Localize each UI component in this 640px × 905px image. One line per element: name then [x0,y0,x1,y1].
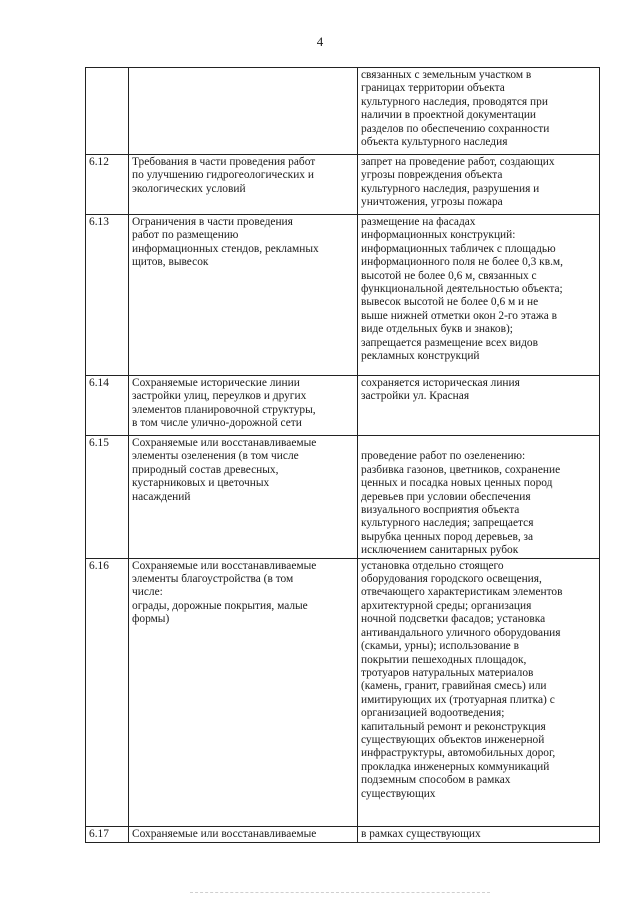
row-number: 6.12 [86,155,129,215]
table-row [86,215,600,376]
table-row [86,68,600,155]
requirement-cell: Сохраняемые или восстанавливаемые [129,826,358,842]
requirement-cell: Сохраняемые исторические линии застройки улиц, переулков и других элементов планировочной структуры, в том числе улично-дорожной сети [129,376,358,436]
row-number [86,68,129,155]
row-number: 6.14 [86,376,129,436]
requirement-cell: Сохраняемые или восстанавливаемые элементы озеленения (в том числе природный состав древесных, кустарниковых и цветочных насаждений [129,436,358,559]
table-row [86,558,600,826]
value-cell: в рамках существующих [358,826,600,842]
row-number: 6.17 [86,826,129,842]
row-number: 6.15 [86,436,129,559]
page-number: 4 [316,34,324,49]
value-cell: установка отдельно стоящего оборудования городского освещения, отвечающего характеристикам элементов архитектурной среды; организация ночной подсветки фасадов; установка антивандального уличного оборудования (скамьи, урны); использование в покрытии пешеходных площадок, тротуаров натуральных материалов (камень, гранит, гравийная смесь) или имитирующих их (тротуарная плитка) с организацией водоотведения; капитальный ремонт и реконструкция существующих объектов инженерной инфраструктуры, автомобильных дорог, прокладка инженерных коммуникаций подземным способом в рамках существующих [358,558,600,826]
table-row [86,826,600,842]
value-cell: запрет на проведение работ, создающих угрозы повреждения объекта культурного наследия, разрушения и уничтожения, угрозы пожара [358,155,600,215]
requirement-cell: Требования в части проведения работ по улучшению гидрогеологических и экологических условий [129,155,358,215]
row-number: 6.16 [86,558,129,826]
requirement-cell: Ограничения в части проведения работ по размещению информационных стендов, рекламных щитов, вывесок [129,215,358,376]
value-cell: размещение на фасадах информационных конструкций: информационных табличек с площадью информационного поля не более 0,3 кв.м, высотой не более 0,6 м, связанных с функциональной деятельностью объекта; вывесок высотой не более 0,6 м и не выше нижней отметки окон 2-го этажа в виде отдельных букв и знаков); запрещается размещение всех видов рекламных конструкций [358,215,600,376]
value-cell: сохраняется историческая линия застройки ул. Красная [358,376,600,436]
table-row [86,155,600,215]
scan-artifact-line [190,892,490,894]
table-row [86,376,600,436]
row-number: 6.13 [86,215,129,376]
value-cell: проведение работ по озеленению: разбивка газонов, цветников, сохранение ценных и посадка новых ценных пород деревьев при условии обеспечения визуального восприятия объекта культурного наследия; запрещается вырубка ценных пород деревьев, за исключением санитарных рубок [358,436,600,559]
requirement-cell [129,68,358,155]
requirement-cell: Сохраняемые или восстанавливаемые элементы благоустройства (в том числе: ограды, дорожные покрытия, малые формы) [129,558,358,826]
value-cell: связанных с земельным участком в границах территории объекта культурного наследия, проводятся при наличии в проектной документации разделов по обеспечению сохранности объекта культурного наследия [358,68,600,155]
requirements-table [85,67,600,843]
table-row [86,436,600,559]
